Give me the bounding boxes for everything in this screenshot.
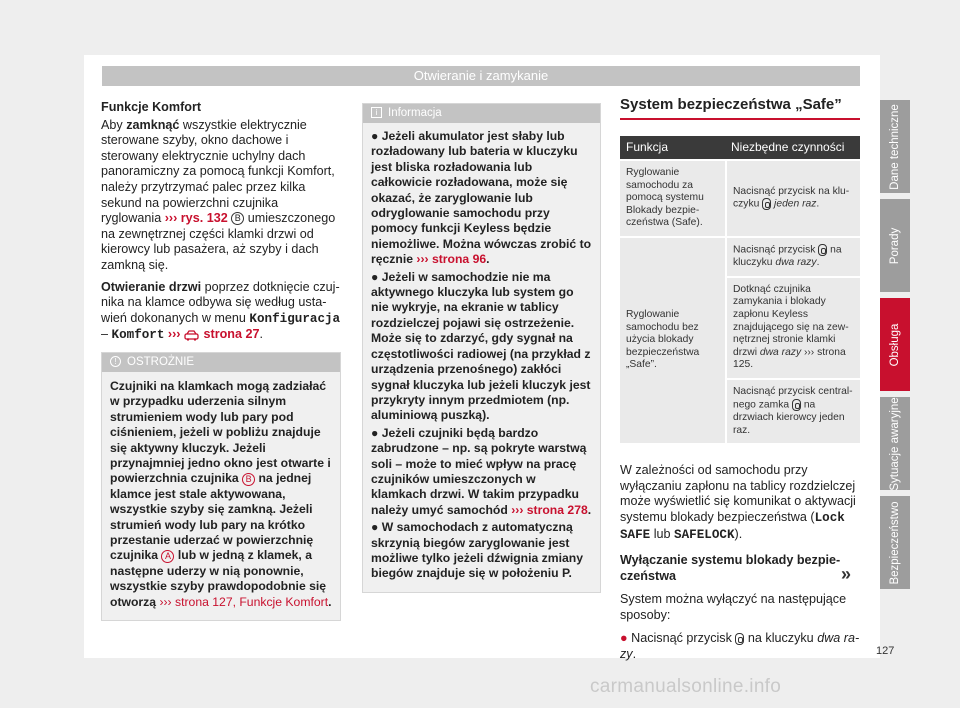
- warning-icon: !: [110, 356, 121, 367]
- lock-key-icon: [762, 198, 771, 210]
- column-middle: [362, 103, 601, 593]
- page-link-278[interactable]: ››› strona 278: [511, 502, 588, 517]
- section-title: System bezpieczeństwa „Safe”: [620, 96, 860, 120]
- continue-arrow: »: [841, 564, 852, 584]
- info-icon: i: [371, 107, 382, 118]
- list-item: ● Jeżeli akumulator jest słaby lub rozładowany lub bateria w kluczyku jest bliska rozładowania lub całkowicie rozładowana, może się okazać, że zaryglowanie lub odryglowanie samochodu przy pomocy funkcji Keyless będzie niemożliwe. Można wówczas zrobić to ręcznie ››› strona 96.: [371, 129, 592, 267]
- subsection-heading: Wyłączanie systemu blokady bezpieczeństwa: [620, 553, 841, 583]
- tab-dane-techniczne[interactable]: Dane techniczne: [880, 100, 910, 193]
- watermark: carmanualsonline.info: [590, 676, 782, 697]
- column-right: [620, 96, 860, 669]
- table-row: Ryglowanie samochodu bez użycia blokady bezpieczeństwa „Safe”. Nacisnąć przycisk na kluczyku dwa razy. Dotknąć czujnika zamykania i blokady zapłonu Keyless znajdującego się na zewnętrznej stronie klamki drzwi dwa razy ››› strona 125. Nacisnąć przycisk centralnego zamka na drzwiach kierowcy jeden raz.: [620, 238, 860, 443]
- list-item: ● Jeżeli w samochodzie nie ma aktywnego kluczyka lub system go nie wykryje, na ekranie w tablicy rozdzielczej pojawi się ostrzeżenie. Może się to zdarzyć, gdy sygnał na częstotliwości radiowej (na przykład z urządzenia przenośnego) zakłóci sygnał kluczyka lub jeżeli kluczyk jest przykryty innym przedmiotem (np. aluminiową puszką).: [371, 269, 591, 423]
- door-opening-paragraph: Otwieranie drzwi poprzez dotknięcie czujnika na klamce odbywa się według ustawień dokonanych w menu Konfiguracja – Komfort ››› strona 27.: [101, 279, 341, 343]
- page-link-96[interactable]: ››› strona 96: [416, 252, 487, 267]
- warning-box: [101, 352, 341, 621]
- column-left: [101, 100, 341, 621]
- info-title: Informacja: [388, 107, 442, 119]
- warning-title: OSTROŻNIE: [127, 355, 195, 368]
- page-header: Otwieranie i zamykanie: [102, 66, 860, 86]
- lock-key-icon: [818, 244, 827, 256]
- tab-sytuacje-awaryjne[interactable]: Sytuacje awaryjne: [880, 397, 910, 490]
- table-row: Ryglowanie samochodu za pomocą systemu Blokady bezpieczeństwa (Safe). Nacisnąć przycisk na kluczyku jeden raz.: [620, 161, 860, 236]
- central-lock-icon: [792, 399, 801, 411]
- sensor-b-marker: B: [231, 212, 244, 225]
- page-link-125[interactable]: ››› strona 125: [733, 346, 846, 371]
- list-item: ● Jeżeli czujniki będą bardzo zabrudzone – np. są pokryte warstwą soli – może to mieć wpływ na pracę czujników umieszczonych w klamkach drzwi. W takim przypadku należy umyć samochód ››› strona 278.: [371, 425, 592, 517]
- page-number: 127: [876, 645, 895, 657]
- car-settings-icon: [184, 329, 200, 341]
- list-item: ● Nacisnąć przycisk na kluczyku dwa razy.: [620, 631, 860, 662]
- info-list: [363, 123, 600, 592]
- safe-paragraph: W zależności od samochodu przy wyłączaniu zapłonu na tablicy rozdzielczej może wyświetlić się komunikat o aktywacji systemu blokady bezpieczeństwa (Lock SAFE lub SAFELOCK).: [620, 463, 856, 542]
- page-link-27[interactable]: strona 27: [200, 327, 260, 342]
- safe-disable-paragraph: System można wyłączyć na następujące sposoby:: [620, 592, 847, 622]
- safe-table: [620, 134, 860, 445]
- page-link-127[interactable]: ››› strona 127, Funkcje Komfort: [159, 594, 329, 609]
- tab-porady[interactable]: Porady: [880, 199, 910, 292]
- tab-bezpieczenstwo[interactable]: Bezpieczeństwo: [880, 496, 910, 589]
- lock-key-icon: [735, 633, 744, 645]
- figure-link[interactable]: ››› rys. 132: [164, 211, 228, 226]
- list-item: ● W samochodach z automatyczną skrzynią biegów zaryglowanie jest możliwe tylko jeżeli dźwignia zmiany biegów znajduje się w położeniu P.: [371, 520, 583, 581]
- table-header-actions: Niezbędne czynności: [725, 136, 860, 159]
- warning-text: Czujniki na klamkach mogą zadziałać w przypadku uderzenia silnym strumieniem wody lub pary pod ciśnieniem, jeżeli w pobliżu znajduje się aktywny kluczyk. Jeżeli przynajmniej jedno okno jest otwarte i powierzchnia czujnika B na jednej klamce jest stale aktywowana, wszystkie szyby się zamkną. Jeżeli strumień wody lub pary na krótko przestanie uderzać w powierzchnię czujnika A lub w jedną z klamek, a następne uderzy w nią ponownie, wszystkie szyby prawdopodobnie się otworzą ››› strona 127, Funkcje Komfort.: [102, 372, 340, 620]
- komfort-paragraph: Aby zamknąć wszystkie elektrycznie sterowane szyby, okno dachowe i sterowany elektrycznie uchylny dach panoramiczny za pomocą funkcji Komfort, należy przytrzymać palec przez kilka sekund na powierzchni czujnika ryglowania ››› rys. 132 B umieszczonego na zewnętrznej części klamki drzwi od kierowcy lub pasażera, aż szyby i dach zamkną się.: [101, 117, 336, 272]
- sensor-b-marker: B: [242, 473, 255, 486]
- tab-obsluga[interactable]: Obsługa: [880, 298, 910, 391]
- komfort-heading: Funkcje Komfort: [101, 100, 202, 114]
- table-header-function: Funkcja: [620, 136, 725, 159]
- sensor-a-marker: A: [161, 550, 174, 563]
- info-box: [362, 103, 601, 593]
